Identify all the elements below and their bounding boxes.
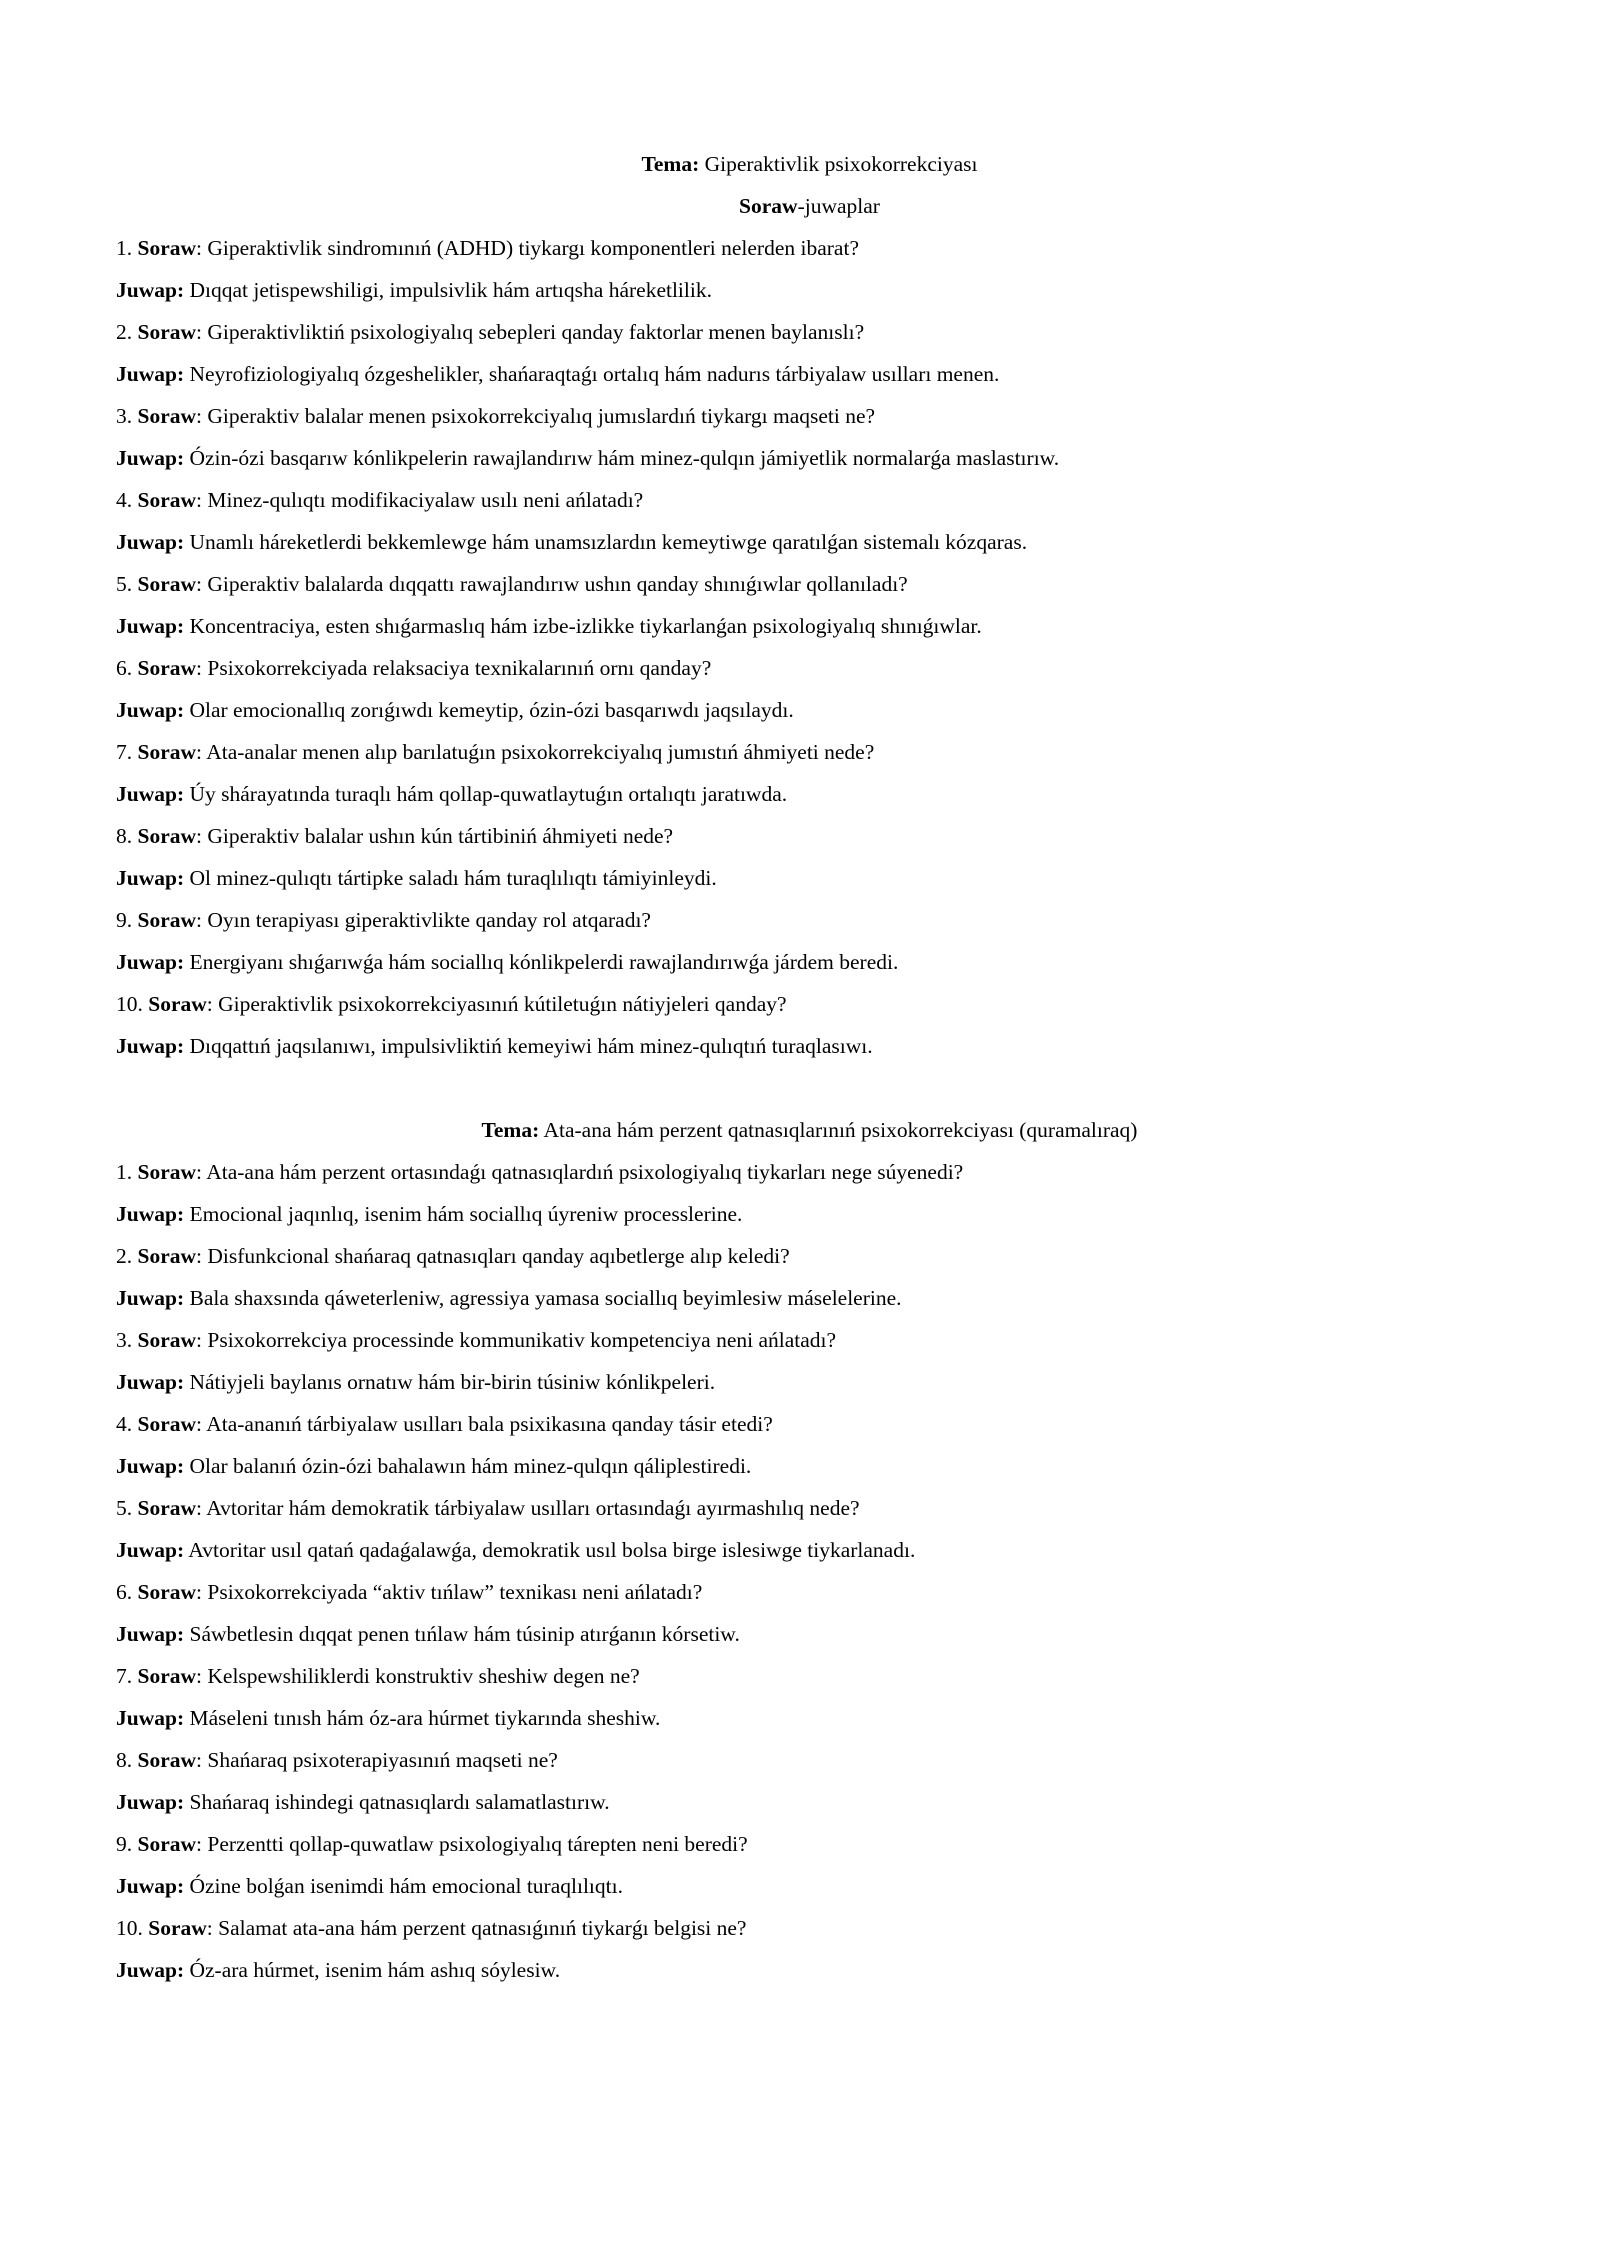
soraw-label: Soraw xyxy=(137,320,197,344)
question-number: 2. xyxy=(116,1244,133,1268)
answer-text: Avtoritar usıl qatań qadaǵalawǵa, demokratik usıl bolsa birge islesiwge tiykarlanadı. xyxy=(184,1538,916,1562)
answer-text: Sáwbetlesin dıqqat penen tıńlaw hám túsinip atırǵanın kórsetiw. xyxy=(184,1622,740,1646)
juwap-label: Juwap: xyxy=(116,362,185,386)
answer-text: Unamlı háreketlerdi bekkemlewge hám unamsızlardın kemeytiwge qaratılǵan sistemalı kózqaras. xyxy=(184,530,1028,554)
question-row xyxy=(116,822,1500,864)
answer-text: Shańaraq ishindegi qatnasıqlardı salamatlastırıw. xyxy=(184,1790,610,1814)
juwap-label: Juwap: xyxy=(116,1370,185,1394)
soraw-label: Soraw xyxy=(137,1160,197,1184)
question-number: 4. xyxy=(116,488,133,512)
soraw-label: Soraw xyxy=(137,1832,197,1856)
soraw-label: Soraw xyxy=(137,404,197,428)
soraw-label: Soraw xyxy=(137,740,197,764)
soraw-label: Soraw xyxy=(137,1496,197,1520)
question-number: 7. xyxy=(116,1664,133,1688)
juwap-label: Juwap: xyxy=(116,698,185,722)
question-text: : Disfunkcional shańaraq qatnasıqları qanday aqıbetlerge alıp keledi? xyxy=(196,1244,790,1268)
question-row xyxy=(116,486,1500,528)
question-number: 6. xyxy=(116,656,133,680)
question-number: 10. xyxy=(116,992,143,1016)
question-number: 8. xyxy=(116,824,133,848)
question-number: 9. xyxy=(116,908,133,932)
question-text: : Giperaktiv balalar menen psixokorrekciyalıq jumıslardıń tiykargı maqseti ne? xyxy=(196,404,876,428)
answer-text: Máseleni tınısh hám óz-ara húrmet tiykarında sheshiw. xyxy=(184,1706,661,1730)
section-1-subtitle xyxy=(116,192,1503,234)
soraw-label: Soraw xyxy=(137,1580,197,1604)
answer-row xyxy=(116,948,1500,990)
question-row xyxy=(116,1410,1500,1452)
subtitle-bold: Soraw xyxy=(739,194,798,218)
answer-text: Neyrofiziologiyalıq ózgeshelikler, shańaraqtaǵı ortalıq hám nadurıs tárbiyalaw usılları menen. xyxy=(184,362,1000,386)
soraw-label: Soraw xyxy=(137,1412,197,1436)
question-number: 3. xyxy=(116,1328,133,1352)
soraw-label: Soraw xyxy=(137,656,197,680)
answer-text: Bala shaxsında qáweterleniw, agressiya yamasa sociallıq beyimlesiw máselelerine. xyxy=(184,1286,902,1310)
juwap-label: Juwap: xyxy=(116,950,185,974)
soraw-label: Soraw xyxy=(137,1664,197,1688)
answer-row xyxy=(116,696,1500,738)
answer-row xyxy=(116,1368,1500,1410)
answer-text: Dıqqattıń jaqsılanıwı, impulsivliktiń kemeyiwi hám minez-qulıqtıń turaqlasıwı. xyxy=(184,1034,873,1058)
answer-row xyxy=(116,1704,1500,1746)
question-row xyxy=(116,1578,1500,1620)
soraw-label: Soraw xyxy=(148,992,207,1016)
juwap-label: Juwap: xyxy=(116,278,185,302)
question-text: : Kelspewshiliklerdi konstruktiv sheshiw degen ne? xyxy=(196,1664,640,1688)
question-row xyxy=(116,990,1500,1032)
juwap-label: Juwap: xyxy=(116,782,185,806)
juwap-label: Juwap: xyxy=(116,1538,185,1562)
question-row xyxy=(116,1326,1500,1368)
question-number: 9. xyxy=(116,1832,133,1856)
answer-row xyxy=(116,1200,1500,1242)
question-number: 8. xyxy=(116,1748,133,1772)
question-text: : Avtoritar hám demokratik tárbiyalaw usılları ortasındaǵı ayırmashılıq nede? xyxy=(196,1496,860,1520)
question-text: : Psixokorrekciyada “aktiv tıńlaw” texnikası neni ańlatadı? xyxy=(196,1580,703,1604)
section-gap xyxy=(116,1074,1500,1116)
question-text: : Shańaraq psixoterapiyasınıń maqseti ne? xyxy=(196,1748,558,1772)
answer-row xyxy=(116,1872,1500,1914)
question-text: : Giperaktivlik sindromınıń (ADHD) tiykargı komponentleri nelerden ibarat? xyxy=(196,236,859,260)
juwap-label: Juwap: xyxy=(116,614,185,638)
answer-row xyxy=(116,360,1500,402)
answer-row xyxy=(116,1788,1500,1830)
answer-text: Ol minez-qulıqtı tártipke saladı hám turaqlılıqtı támiyinleydi. xyxy=(184,866,717,890)
tema-label: Tema: xyxy=(641,152,700,176)
question-text: : Psixokorrekciya processinde kommunikativ kompetenciya neni ańlatadı? xyxy=(196,1328,837,1352)
answer-row xyxy=(116,444,1500,486)
question-text: : Perzentti qollap-quwatlaw psixologiyalıq tárepten neni beredi? xyxy=(196,1832,748,1856)
question-text: : Minez-qulıqtı modifikaciyalaw usılı neni ańlatadı? xyxy=(196,488,644,512)
answer-text: Energiyanı shıǵarıwǵa hám sociallıq kónlikpelerdi rawajlandırıwǵa járdem beredi. xyxy=(184,950,899,974)
answer-row xyxy=(116,528,1500,570)
answer-row xyxy=(116,1284,1500,1326)
answer-text: Úy shárayatında turaqlı hám qollap-quwatlaytuǵın ortalıqtı jaratıwda. xyxy=(184,782,788,806)
soraw-label: Soraw xyxy=(137,1328,197,1352)
answer-row xyxy=(116,612,1500,654)
answer-text: Olar balanıń ózin-ózi bahalawın hám minez-qulqın qáliplestiredi. xyxy=(184,1454,752,1478)
answer-row xyxy=(116,780,1500,822)
question-row xyxy=(116,1914,1500,1956)
juwap-label: Juwap: xyxy=(116,446,185,470)
question-row xyxy=(116,1830,1500,1872)
question-number: 2. xyxy=(116,320,133,344)
answer-row xyxy=(116,1536,1500,1578)
juwap-label: Juwap: xyxy=(116,530,185,554)
answer-row xyxy=(116,276,1500,318)
soraw-label: Soraw xyxy=(137,1244,197,1268)
juwap-label: Juwap: xyxy=(116,1034,185,1058)
section-1-qa-list xyxy=(116,234,1500,1074)
juwap-label: Juwap: xyxy=(116,1286,185,1310)
answer-row xyxy=(116,864,1500,906)
question-row xyxy=(116,906,1500,948)
question-row xyxy=(116,1746,1500,1788)
answer-text: Nátiyjeli baylanıs ornatıw hám bir-birin túsiniw kónlikpeleri. xyxy=(184,1370,716,1394)
juwap-label: Juwap: xyxy=(116,1874,185,1898)
answer-row xyxy=(116,1452,1500,1494)
answer-text: Olar emocionallıq zorıǵıwdı kemeytip, ózin-ózi basqarıwdı jaqsılaydı. xyxy=(184,698,794,722)
question-text: : Psixokorrekciyada relaksaciya texnikalarınıń ornı qanday? xyxy=(196,656,712,680)
question-text: : Giperaktiv balalar ushın kún tártibiniń áhmiyeti nede? xyxy=(196,824,674,848)
soraw-label: Soraw xyxy=(137,572,197,596)
question-text: : Ata-ananıń tárbiyalaw usılları bala psixikasına qanday tásir etedi? xyxy=(196,1412,773,1436)
question-number: 3. xyxy=(116,404,133,428)
question-number: 4. xyxy=(116,1412,133,1436)
question-text: : Salamat ata-ana hám perzent qatnasıǵınıń tiykarǵı belgisi ne? xyxy=(206,1916,747,1940)
question-number: 5. xyxy=(116,572,133,596)
soraw-label: Soraw xyxy=(137,1748,197,1772)
question-text: : Ata-analar menen alıp barılatuǵın psixokorrekciyalıq jumıstıń áhmiyeti nede? xyxy=(196,740,875,764)
soraw-label: Soraw xyxy=(137,488,197,512)
answer-text: Koncentraciya, esten shıǵarmaslıq hám izbe-izlikke tiykarlanǵan psixologiyalıq shınıǵıwlar. xyxy=(184,614,982,638)
soraw-label: Soraw xyxy=(137,236,197,260)
question-number: 6. xyxy=(116,1580,133,1604)
soraw-label: Soraw xyxy=(137,908,197,932)
question-row xyxy=(116,1662,1500,1704)
question-text: : Ata-ana hám perzent ortasındaǵı qatnasıqlardıń psixologiyalıq tiykarları nege súyenedi? xyxy=(196,1160,964,1184)
juwap-label: Juwap: xyxy=(116,866,185,890)
question-number: 7. xyxy=(116,740,133,764)
question-number: 10. xyxy=(116,1916,143,1940)
question-number: 5. xyxy=(116,1496,133,1520)
answer-text: Ózine bolǵan isenimdi hám emocional turaqlılıqtı. xyxy=(184,1874,623,1898)
question-row xyxy=(116,570,1500,612)
answer-text: Ózin-ózi basqarıw kónlikpelerin rawajlandırıw hám minez-qulqın jámiyetlik normalarǵa maslastırıw. xyxy=(184,446,1060,470)
answer-text: Óz-ara húrmet, isenim hám ashıq sóylesiw. xyxy=(184,1958,561,1982)
question-text: : Giperaktivlik psixokorrekciyasınıń kútiletuǵın nátiyjeleri qanday? xyxy=(206,992,787,1016)
juwap-label: Juwap: xyxy=(116,1202,185,1226)
question-row xyxy=(116,654,1500,696)
tema-label: Tema: xyxy=(481,1118,540,1142)
answer-row xyxy=(116,1032,1500,1074)
question-row xyxy=(116,738,1500,780)
section-2-title xyxy=(116,1116,1503,1158)
question-row xyxy=(116,1158,1500,1200)
subtitle-rest: -juwaplar xyxy=(797,194,880,218)
question-text: : Oyın terapiyası giperaktivlikte qanday rol atqaradı? xyxy=(196,908,651,932)
tema-title: Giperaktivlik psixokorrekciyası xyxy=(704,152,978,176)
question-text: : Giperaktiv balalarda dıqqattı rawajlandırıw ushın qanday shınıǵıwlar qollanıladı? xyxy=(196,572,908,596)
soraw-label: Soraw xyxy=(148,1916,207,1940)
question-row xyxy=(116,1242,1500,1284)
juwap-label: Juwap: xyxy=(116,1958,185,1982)
answer-row xyxy=(116,1956,1500,1998)
question-number: 1. xyxy=(116,236,133,260)
section-2-qa-list xyxy=(116,1158,1500,1998)
juwap-label: Juwap: xyxy=(116,1454,185,1478)
question-number: 1. xyxy=(116,1160,133,1184)
section-1-title xyxy=(116,150,1503,192)
juwap-label: Juwap: xyxy=(116,1622,185,1646)
answer-text: Dıqqat jetispewshiligi, impulsivlik hám artıqsha háreketlilik. xyxy=(184,278,712,302)
tema-title: Ata-ana hám perzent qatnasıqlarınıń psixokorrekciyası (quramalıraq) xyxy=(543,1118,1138,1142)
question-row xyxy=(116,234,1500,276)
answer-text: Emocional jaqınlıq, isenim hám sociallıq úyreniw processlerine. xyxy=(184,1202,743,1226)
juwap-label: Juwap: xyxy=(116,1706,185,1730)
question-row xyxy=(116,1494,1500,1536)
question-row xyxy=(116,402,1500,444)
soraw-label: Soraw xyxy=(137,824,197,848)
question-row xyxy=(116,318,1500,360)
answer-row xyxy=(116,1620,1500,1662)
juwap-label: Juwap: xyxy=(116,1790,185,1814)
question-text: : Giperaktivliktiń psixologiyalıq sebepleri qanday faktorlar menen baylanıslı? xyxy=(196,320,865,344)
